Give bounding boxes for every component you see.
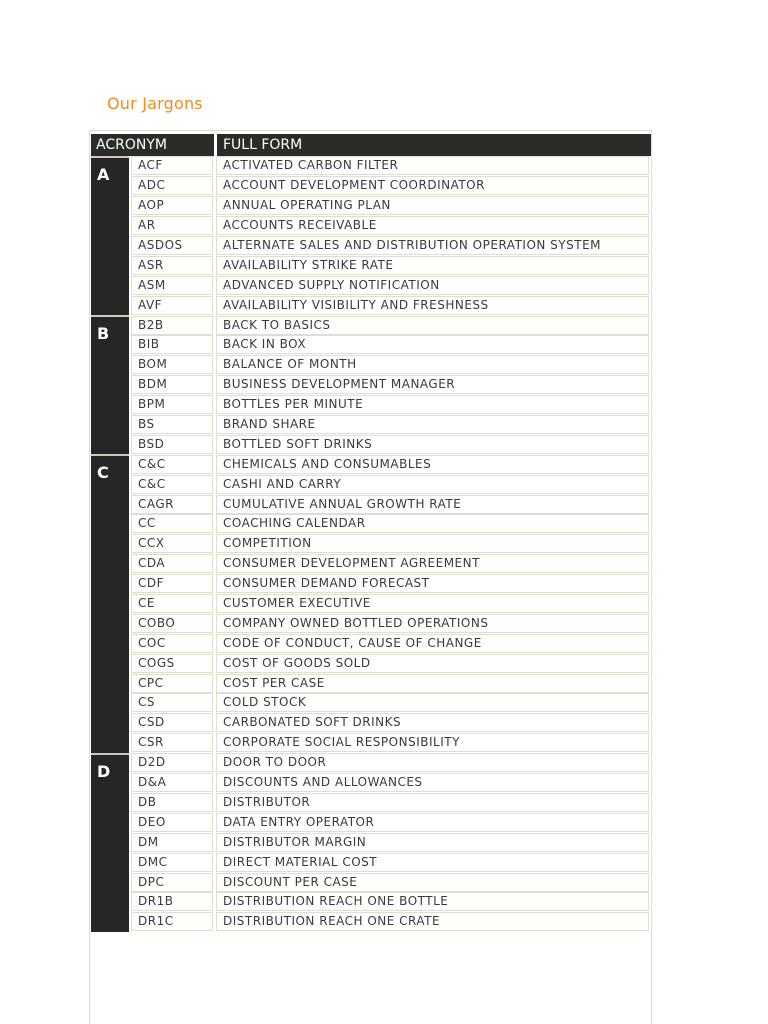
full-form-cell: AVAILABILITY VISIBILITY AND FRESHNESS xyxy=(216,296,649,315)
acronym-cell: COGS xyxy=(131,654,213,673)
full-form-cell: CASHI AND CARRY xyxy=(216,475,649,494)
full-form-cell: CUMULATIVE ANNUAL GROWTH RATE xyxy=(216,495,649,514)
group-rows xyxy=(129,315,651,454)
acronym-cell: CAGR xyxy=(131,495,213,514)
full-form-cell: ACCOUNTS RECEIVABLE xyxy=(216,216,649,235)
table-row xyxy=(129,773,651,793)
full-form-cell: CORPORATE SOCIAL RESPONSIBILITY xyxy=(216,733,649,752)
full-form-cell: ACTIVATED CARBON FILTER xyxy=(216,156,649,175)
acronym-cell: AR xyxy=(131,216,213,235)
table-row xyxy=(129,335,651,355)
acronym-cell: CS xyxy=(131,693,213,712)
full-form-cell: COACHING CALENDAR xyxy=(216,514,649,533)
full-form-cell: DISCOUNT PER CASE xyxy=(216,873,649,892)
full-form-cell: COMPANY OWNED BOTTLED OPERATIONS xyxy=(216,614,649,633)
acronym-cell: BIB xyxy=(131,335,213,354)
acronym-cell: COC xyxy=(131,634,213,653)
table-row xyxy=(129,375,651,395)
full-form-cell: CODE OF CONDUCT, CAUSE OF CHANGE xyxy=(216,634,649,653)
full-form-cell: BALANCE OF MONTH xyxy=(216,355,649,374)
acronym-cell: CE xyxy=(131,594,213,613)
group-letter: B xyxy=(91,315,129,454)
letter-group-d xyxy=(91,753,651,932)
full-form-cell: DIRECT MATERIAL COST xyxy=(216,853,649,872)
full-form-cell: BUSINESS DEVELOPMENT MANAGER xyxy=(216,375,649,394)
acronym-cell: COBO xyxy=(131,614,213,633)
acronym-cell: DPC xyxy=(131,873,213,892)
full-form-cell: COMPETITION xyxy=(216,534,649,553)
full-form-cell: BOTTLES PER MINUTE xyxy=(216,395,649,414)
table-row xyxy=(129,693,651,713)
full-form-cell: DOOR TO DOOR xyxy=(216,753,649,772)
full-form-cell: DISTRIBUTOR MARGIN xyxy=(216,833,649,852)
table-row xyxy=(129,653,651,673)
table-row xyxy=(129,872,651,892)
group-rows xyxy=(129,753,651,932)
full-form-cell: ACCOUNT DEVELOPMENT COORDINATOR xyxy=(216,176,649,195)
acronym-cell: ADC xyxy=(131,176,213,195)
acronym-cell: D&A xyxy=(131,773,213,792)
acronym-cell: CDA xyxy=(131,554,213,573)
acronym-cell: BDM xyxy=(131,375,213,394)
table-row xyxy=(129,474,651,494)
full-form-cell: DATA ENTRY OPERATOR xyxy=(216,813,649,832)
table-row xyxy=(129,395,651,415)
table-row xyxy=(129,275,651,295)
table-row xyxy=(129,812,651,832)
full-form-cell: ANNUAL OPERATING PLAN xyxy=(216,196,649,215)
table-row xyxy=(129,633,651,653)
group-letter: D xyxy=(91,753,129,932)
table-row xyxy=(129,673,651,693)
full-form-cell: CARBONATED SOFT DRINKS xyxy=(216,713,649,732)
header-full-form: FULL FORM xyxy=(218,134,651,156)
table-row xyxy=(129,494,651,514)
table-row xyxy=(129,892,651,912)
table-row xyxy=(129,196,651,216)
table-row xyxy=(129,514,651,534)
full-form-cell: CONSUMER DEMAND FORECAST xyxy=(216,574,649,593)
letter-group-b xyxy=(91,315,651,454)
table-row xyxy=(129,454,651,474)
table-row xyxy=(129,613,651,633)
table-row xyxy=(129,713,651,733)
acronym-cell: CPC xyxy=(131,674,213,693)
full-form-cell: BACK TO BASICS xyxy=(216,316,649,335)
group-letter: C xyxy=(91,454,129,752)
full-form-cell: DISCOUNTS AND ALLOWANCES xyxy=(216,773,649,792)
group-letter: A xyxy=(91,156,129,315)
acronym-cell: CSR xyxy=(131,733,213,752)
full-form-cell: AVAILABILITY STRIKE RATE xyxy=(216,256,649,275)
acronym-cell: ACF xyxy=(131,156,213,175)
acronym-cell: DEO xyxy=(131,813,213,832)
page-title: Our Jargons xyxy=(107,94,203,113)
full-form-cell: BRAND SHARE xyxy=(216,415,649,434)
full-form-cell: CUSTOMER EXECUTIVE xyxy=(216,594,649,613)
acronym-cell: DM xyxy=(131,833,213,852)
acronym-cell: C&C xyxy=(131,455,213,474)
full-form-cell: CHEMICALS AND CONSUMABLES xyxy=(216,455,649,474)
acronym-cell: ASDOS xyxy=(131,236,213,255)
acronym-cell: BOM xyxy=(131,355,213,374)
acronym-cell: DB xyxy=(131,793,213,812)
table-row xyxy=(129,176,651,196)
acronym-cell: CC xyxy=(131,514,213,533)
acronym-cell: ASR xyxy=(131,256,213,275)
table-row xyxy=(129,156,651,176)
table-header xyxy=(91,134,651,156)
full-form-cell: BOTTLED SOFT DRINKS xyxy=(216,435,649,454)
table-row xyxy=(129,912,651,932)
full-form-cell: DISTRIBUTION REACH ONE BOTTLE xyxy=(216,892,649,911)
acronym-cell: BPM xyxy=(131,395,213,414)
table-row xyxy=(129,574,651,594)
table-row xyxy=(129,852,651,872)
acronym-cell: ASM xyxy=(131,276,213,295)
table-row xyxy=(129,554,651,574)
full-form-cell: BACK IN BOX xyxy=(216,335,649,354)
jargon-table xyxy=(91,134,651,932)
table-row xyxy=(129,793,651,813)
acronym-cell: CSD xyxy=(131,713,213,732)
acronym-cell: B2B xyxy=(131,316,213,335)
acronym-cell: D2D xyxy=(131,753,213,772)
table-row xyxy=(129,832,651,852)
table-row xyxy=(129,753,651,773)
acronym-cell: C&C xyxy=(131,475,213,494)
full-form-cell: COST PER CASE xyxy=(216,674,649,693)
table-row xyxy=(129,594,651,614)
full-form-cell: CONSUMER DEVELOPMENT AGREEMENT xyxy=(216,554,649,573)
full-form-cell: DISTRIBUTOR xyxy=(216,793,649,812)
group-rows xyxy=(129,156,651,315)
full-form-cell: DISTRIBUTION REACH ONE CRATE xyxy=(216,912,649,931)
table-row xyxy=(129,415,651,435)
acronym-cell: DR1C xyxy=(131,912,213,931)
letter-group-a xyxy=(91,156,651,315)
letter-group-c xyxy=(91,454,651,752)
group-rows xyxy=(129,454,651,752)
table-row xyxy=(129,733,651,753)
table-row xyxy=(129,216,651,236)
full-form-cell: ALTERNATE SALES AND DISTRIBUTION OPERATION SYSTEM xyxy=(216,236,649,255)
table-row xyxy=(129,534,651,554)
table-row xyxy=(129,315,651,335)
full-form-cell: COST OF GOODS SOLD xyxy=(216,654,649,673)
table-row xyxy=(129,236,651,256)
acronym-cell: AOP xyxy=(131,196,213,215)
table-row xyxy=(129,255,651,275)
acronym-cell: BS xyxy=(131,415,213,434)
acronym-cell: CCX xyxy=(131,534,213,553)
table-row xyxy=(129,295,651,315)
acronym-cell: AVF xyxy=(131,296,213,315)
acronym-cell: BSD xyxy=(131,435,213,454)
table-body xyxy=(91,156,651,932)
full-form-cell: COLD STOCK xyxy=(216,693,649,712)
acronym-cell: CDF xyxy=(131,574,213,593)
table-row xyxy=(129,434,651,454)
acronym-cell: DR1B xyxy=(131,892,213,911)
header-acronym: ACRONYM xyxy=(91,134,213,156)
acronym-cell: DMC xyxy=(131,853,213,872)
table-row xyxy=(129,355,651,375)
full-form-cell: ADVANCED SUPPLY NOTIFICATION xyxy=(216,276,649,295)
